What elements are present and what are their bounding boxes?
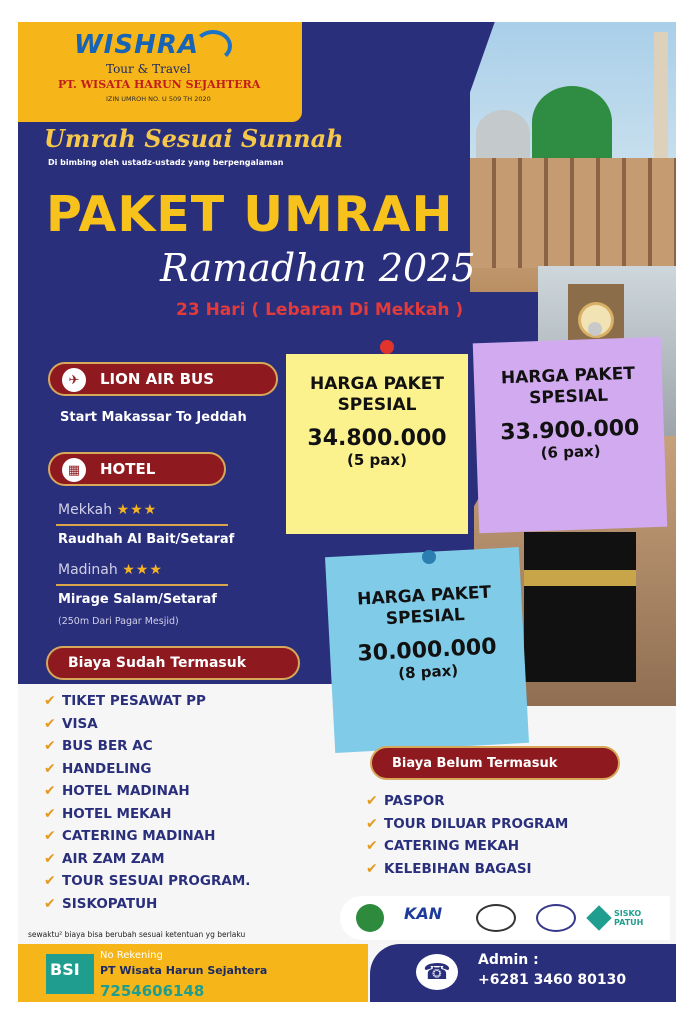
list-item xyxy=(44,825,250,848)
bsi-logo: BSI xyxy=(46,954,94,994)
siskopatuh-text xyxy=(614,909,643,927)
list-item-label: CATERING MADINAH xyxy=(62,828,216,845)
promo-poster xyxy=(18,22,676,1002)
ramadhan-subtitle: Ramadhan 2025 xyxy=(160,246,476,290)
pushpin-icon xyxy=(380,340,394,354)
price-pax: (8 pax) xyxy=(397,661,459,683)
list-item-label: PASPOR xyxy=(384,793,445,810)
list-item-label: CATERING MEKAH xyxy=(384,838,520,855)
accreditation-logos xyxy=(340,896,670,940)
list-item xyxy=(366,858,568,881)
list-item-label: KELEBIHAN BAGASI xyxy=(384,860,532,877)
mekkah-city-label: Mekkah xyxy=(58,502,113,518)
price-label-line1: HARGA PAKET xyxy=(310,374,444,394)
airline-ribbon xyxy=(48,362,278,396)
list-item-label: TOUR SESUAI PROGRAM. xyxy=(62,873,251,890)
telephone-icon: ☎ xyxy=(416,954,458,990)
price-note-5-pax xyxy=(286,354,468,534)
script-title: Umrah Sesuai Sunnah xyxy=(44,124,344,153)
logo-swoosh-icon xyxy=(194,30,232,62)
disclaimer: sewaktu² biaya bisa berubah sesuai ketentuan yg berlaku xyxy=(28,930,246,939)
list-item xyxy=(44,870,250,893)
check-icon: ✔ xyxy=(44,715,56,732)
duration-text: 23 Hari ( Lebaran Di Mekkah ) xyxy=(176,300,464,320)
admin-phone: +6281 3460 80130 xyxy=(478,972,627,988)
check-icon: ✔ xyxy=(44,760,56,777)
madinah-city xyxy=(58,562,163,578)
price-label-line2: SPESIAL xyxy=(385,604,466,630)
madinah-stars: ★★★ xyxy=(122,562,163,578)
excluded-title: Biaya Belum Termasuk xyxy=(392,755,558,771)
list-item-label: TIKET PESAWAT PP xyxy=(62,693,206,710)
included-title: Biaya Sudah Termasuk xyxy=(68,655,247,671)
mekkah-hotel-name: Raudhah Al Bait/Setaraf xyxy=(58,532,235,547)
excluded-ribbon xyxy=(370,746,620,780)
divider xyxy=(56,524,228,526)
check-icon: ✔ xyxy=(366,815,378,832)
check-icon: ✔ xyxy=(44,783,56,800)
license-number: IZIN UMROH NO. U 509 TH 2020 xyxy=(106,95,211,103)
check-icon: ✔ xyxy=(44,895,56,912)
minaret xyxy=(654,32,668,172)
hotel-label: HOTEL xyxy=(100,460,156,478)
route-text: Start Makassar To Jeddah xyxy=(60,410,247,425)
check-icon: ✔ xyxy=(366,793,378,810)
airline-label: LION AIR BUS xyxy=(100,370,215,388)
airplane-icon: ✈ xyxy=(62,368,86,392)
siskopatuh-line2: PATUH xyxy=(614,918,644,927)
bank-label: No Rekening xyxy=(100,950,163,961)
list-item xyxy=(366,835,568,858)
list-item-label: HANDELING xyxy=(62,760,152,777)
siskopatuh-logo xyxy=(590,904,666,932)
price-pax: (5 pax) xyxy=(347,451,407,469)
price-value: 34.800.000 xyxy=(307,426,447,451)
check-icon: ✔ xyxy=(366,838,378,855)
hotel-icon: ▦ xyxy=(62,458,86,482)
excluded-list xyxy=(366,790,568,880)
script-subtitle: Di bimbing oleh ustadz-ustadz yang berpengalaman xyxy=(48,158,284,167)
madinah-note: (250m Dari Pagar Mesjid) xyxy=(58,616,179,627)
price-label-line2: SPESIAL xyxy=(337,395,417,415)
siskopatuh-line1: SISKO xyxy=(614,909,642,918)
hotel-ribbon xyxy=(48,452,226,486)
mekkah-city xyxy=(58,502,157,518)
pushpin-icon xyxy=(588,322,602,336)
account-holder: PT Wisata Harun Sejahtera xyxy=(100,964,268,977)
mosque-photo xyxy=(470,22,676,292)
price-label-line2: SPESIAL xyxy=(528,385,609,409)
check-icon: ✔ xyxy=(44,873,56,890)
list-item xyxy=(44,848,250,871)
price-note-6-pax xyxy=(473,337,668,533)
list-item xyxy=(44,780,250,803)
check-icon: ✔ xyxy=(44,738,56,755)
included-list xyxy=(44,690,250,915)
madinah-hotel-name: Mirage Salam/Setaraf xyxy=(58,592,217,607)
mosque-wall xyxy=(470,158,676,268)
brand-logo: WISHRA xyxy=(74,30,199,60)
kaaba-band xyxy=(524,570,636,586)
list-item xyxy=(44,690,250,713)
price-value: 30.000.000 xyxy=(356,634,498,667)
list-item xyxy=(44,713,250,736)
check-icon: ✔ xyxy=(366,860,378,877)
silver-dome xyxy=(476,110,530,158)
company-name: PT. WISATA HARUN SEJAHTERA xyxy=(58,78,261,91)
brand-tagline: Tour & Travel xyxy=(106,62,191,76)
admin-label: Admin : xyxy=(478,952,539,968)
association-logo xyxy=(476,904,516,932)
list-item xyxy=(44,893,250,916)
list-item-label: TOUR DILUAR PROGRAM xyxy=(384,815,569,832)
main-title: PAKET UMRAH xyxy=(46,186,454,243)
list-item xyxy=(44,803,250,826)
account-number: 7254606148 xyxy=(100,982,205,1000)
list-item xyxy=(44,758,250,781)
check-icon: ✔ xyxy=(44,850,56,867)
list-item xyxy=(366,790,568,813)
price-note-8-pax xyxy=(325,547,529,753)
association-logo xyxy=(536,904,576,932)
price-label-line1: HARGA PAKET xyxy=(500,363,636,389)
list-item-label: AIR ZAM ZAM xyxy=(62,850,165,867)
siskopatuh-mark-icon xyxy=(586,905,611,930)
list-item-label: VISA xyxy=(62,715,98,732)
included-ribbon xyxy=(46,646,300,680)
check-icon: ✔ xyxy=(44,805,56,822)
list-item-label: HOTEL MADINAH xyxy=(62,783,190,800)
check-icon: ✔ xyxy=(44,693,56,710)
price-label-line1: HARGA PAKET xyxy=(356,582,492,610)
green-dome xyxy=(532,86,612,158)
divider xyxy=(56,584,228,586)
kan-logo: KAN xyxy=(404,904,443,923)
price-pax: (6 pax) xyxy=(540,441,601,463)
pushpin-icon xyxy=(422,550,436,564)
list-item-label: HOTEL MEKAH xyxy=(62,805,172,822)
madinah-city-label: Madinah xyxy=(58,562,118,578)
kemenag-logo xyxy=(356,904,384,932)
list-item-label: BUS BER AC xyxy=(62,738,153,755)
logo-block xyxy=(18,22,302,122)
list-item xyxy=(366,813,568,836)
mekkah-stars: ★★★ xyxy=(116,502,158,518)
kaaba xyxy=(524,532,636,682)
list-item xyxy=(44,735,250,758)
price-value: 33.900.000 xyxy=(499,415,640,446)
check-icon: ✔ xyxy=(44,828,56,845)
list-item-label: SISKOPATUH xyxy=(62,895,158,912)
